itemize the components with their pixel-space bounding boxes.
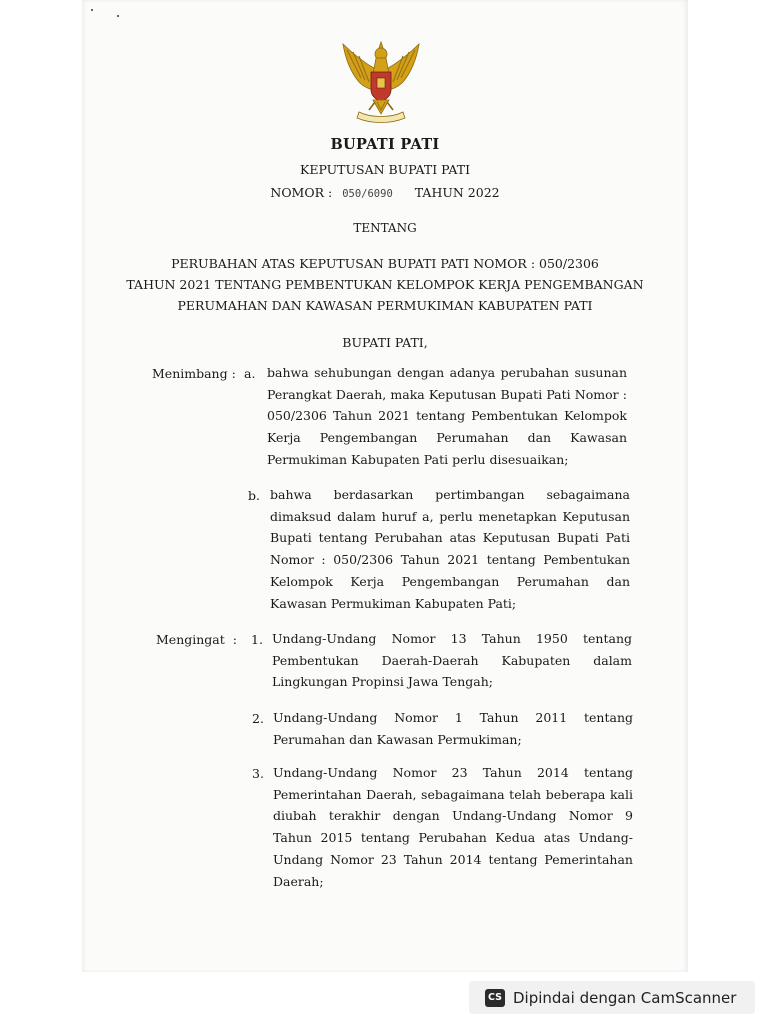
menimbang-item-a: bahwa sehubungan dengan adanya perubahan susunan Perangkat Daerah, maka Keputusan Bupati Pati Nomor : 050/2306 Tahun 2021 tentang Pembentukan Kelompok Kerja Pengembangan Perumahan dan Kawasan Permukiman Kabupaten Pati perlu disesuaikan; — [267, 365, 627, 467]
bupati-heading: BUPATI PATI, — [342, 335, 428, 350]
menimbang-label: Menimbang — [152, 366, 228, 381]
subject-line-2: TAHUN 2021 TENTANG PEMBENTUKAN KELOMPOK KERJA PENGEMBANGAN — [126, 277, 644, 292]
scan-speck — [91, 9, 93, 11]
mengingat-label: Mengingat — [156, 632, 225, 647]
subject-line-1: PERUBAHAN ATAS KEPUTUSAN BUPATI PATI NOMOR : 050/2306 — [171, 256, 599, 271]
subject-line-3: PERUMAHAN DAN KAWASAN PERMUKIMAN KABUPATEN PATI — [177, 298, 593, 313]
decree-number-line — [82, 185, 688, 200]
menimbang-section-label: Menimbang : — [152, 366, 236, 381]
mengingat-item-1: Undang-Undang Nomor 13 Tahun 1950 tentang Pembentukan Daerah-Daerah Kabupaten dalam Lingkungan Propinsi Jawa Tengah; — [272, 631, 632, 690]
camscanner-label: Dipindai dengan CamScanner — [513, 988, 737, 1007]
menimbang-marker-a: a. — [244, 366, 256, 381]
garuda-emblem-icon — [333, 40, 429, 126]
mengingat-section-label: Mengingat : — [156, 632, 237, 647]
scan-speck — [117, 15, 119, 17]
nomor-value: 050/6090 — [342, 188, 393, 200]
mengingat-marker-2: 2. — [252, 711, 264, 726]
mengingat-marker-3: 3. — [252, 766, 264, 781]
decree-type: KEPUTUSAN BUPATI PATI — [299, 162, 471, 177]
tentang-heading: TENTANG — [353, 221, 417, 235]
mengingat-marker-1: 1. — [251, 632, 263, 647]
tahun-label: TAHUN 2022 — [414, 185, 500, 200]
camscanner-watermark — [469, 981, 755, 1014]
menimbang-item-b: bahwa berdasarkan pertimbangan sebagaimana dimaksud dalam huruf a, perlu menetapkan Keputusan Bupati tentang Perubahan atas Keputusan Bupati Pati Nomor : 050/2306 Tahun 2021 tentang Pembentukan Kelompok Kerja Pengembangan Perumahan dan Kawasan Permukiman Kabupaten Pati; — [270, 487, 630, 611]
mengingat-item-2: Undang-Undang Nomor 1 Tahun 2011 tentang Perumahan dan Kawasan Permukiman; — [273, 710, 633, 747]
camscanner-icon: CS — [485, 989, 505, 1007]
mengingat-item-3: Undang-Undang Nomor 23 Tahun 2014 tentang Pemerintahan Daerah, sebagaimana telah beberapa kali diubah terakhir dengan Undang-Undang Nomor 9 Tahun 2015 tentang Perubahan Kedua atas Undang-Undang Nomor 23 Tahun 2014 tentang Pemerintahan Daerah; — [273, 765, 633, 889]
issuer-title: BUPATI PATI — [330, 136, 440, 153]
menimbang-marker-b: b. — [248, 488, 260, 503]
nomor-label: NOMOR : — [270, 185, 333, 200]
